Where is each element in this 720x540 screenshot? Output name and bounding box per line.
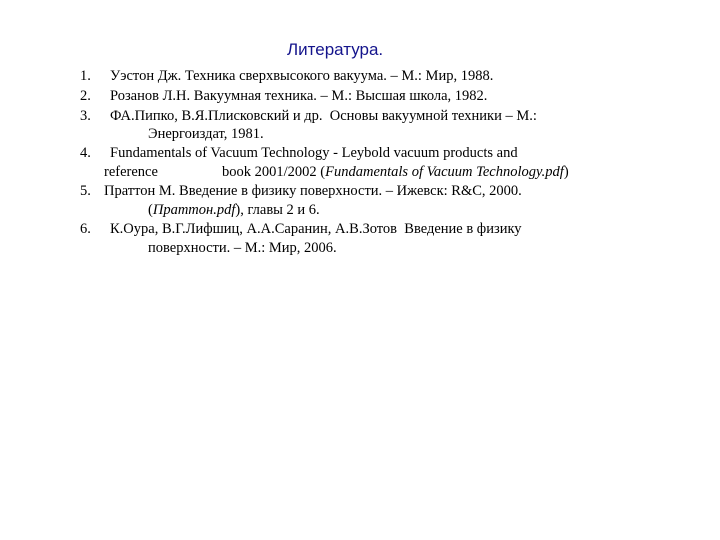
reference-number: 5.: [80, 183, 91, 199]
reference-5-chapters: ), главы 2 и 6.: [235, 202, 320, 218]
reference-4-filename: Fundamentals of Vacuum Technology.pdf: [325, 164, 564, 180]
reference-number: 1.: [80, 68, 91, 84]
reference-5-open-paren: (: [148, 202, 153, 218]
reference-3-text: ФА.Пипко, В.Я.Плисковский и др. Основы вакуумной техники – М.:: [110, 108, 537, 124]
reference-1-text: Уэстон Дж. Техника сверхвысокого вакуума. – М.: Мир, 1988.: [110, 68, 494, 84]
page-title: Литература.: [287, 40, 384, 59]
reference-2-text: Розанов Л.Н. Вакуумная техника. – М.: Высшая школа, 1982.: [110, 88, 488, 104]
reference-6-continuation: поверхности. – М.: Мир, 2006.: [148, 240, 337, 256]
reference-number: 3.: [80, 108, 91, 124]
reference-4-text-plain: book 2001/2002 (: [222, 164, 326, 180]
reference-3-continuation: Энергоиздат, 1981.: [148, 126, 264, 142]
reference-4-text: Fundamentals of Vacuum Technology - Leybold vacuum products and: [110, 145, 518, 161]
reference-number: 4.: [80, 145, 91, 161]
reference-4-continuation-b: [222, 163, 569, 181]
reference-5-continuation: [148, 201, 320, 219]
reference-5-text: Праттон М. Введение в физику поверхности. – Ижевск: R&C, 2000.: [104, 183, 522, 199]
reference-5-filename: Праттон.pdf: [152, 202, 236, 218]
reference-number: 6.: [80, 221, 91, 237]
reference-4-continuation-a: reference: [104, 164, 158, 180]
reference-6-text: К.Оура, В.Г.Лифшиц, А.А.Саранин, А.В.Зотов Введение в физику: [110, 221, 522, 237]
reference-number: 2.: [80, 88, 91, 104]
reference-4-close-paren: ): [563, 164, 569, 180]
